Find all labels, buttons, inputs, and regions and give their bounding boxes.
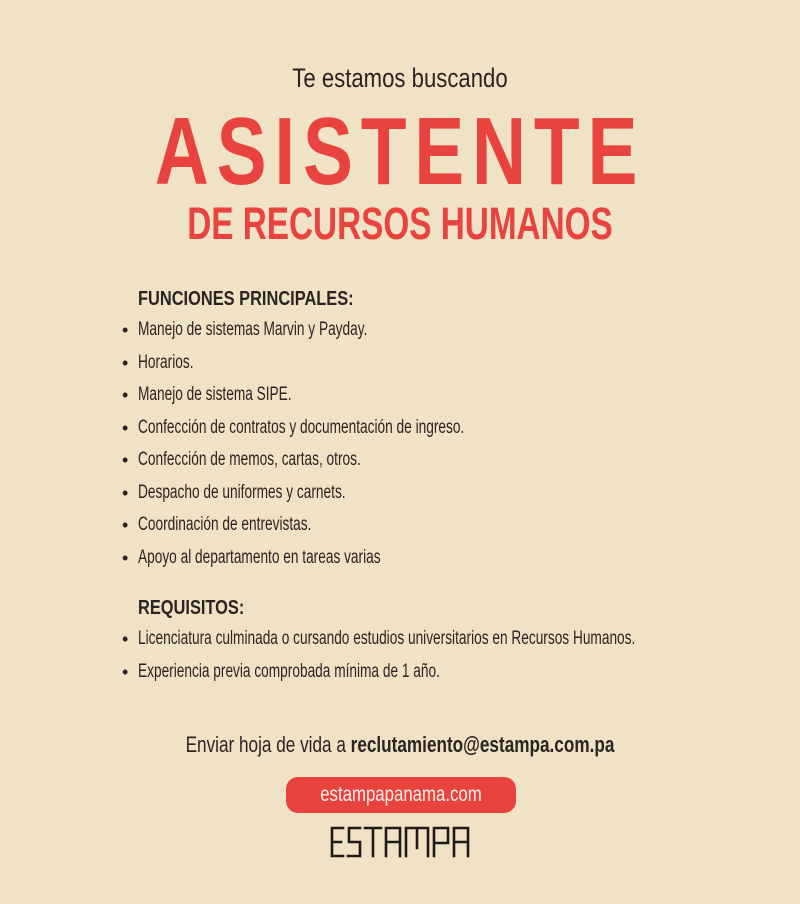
list-item <box>122 477 762 510</box>
bullet: • <box>122 385 129 405</box>
functions-title: FUNCIONES PRINCIPALES: <box>138 288 354 310</box>
list-item-text: Despacho de uniformes y carnets. <box>138 481 346 503</box>
list-item-text: Confección de contratos y documentación de ingreso. <box>138 416 465 438</box>
list-item-text: Licenciatura culminada o cursando estudios universitarios en Recursos Humanos. <box>138 628 636 649</box>
requirements-section <box>122 593 762 688</box>
list-item-text: Manejo de sistema SIPE. <box>138 384 292 405</box>
website-link-button[interactable] <box>286 777 516 813</box>
requirements-title: REQUISITOS: <box>138 597 245 619</box>
bullet: • <box>122 320 129 340</box>
website-label: estampapanama.com <box>320 783 482 806</box>
list-item <box>122 314 762 347</box>
list-item <box>122 656 762 689</box>
bullet: • <box>122 352 129 373</box>
functions-section <box>122 284 762 574</box>
list-item <box>122 542 762 575</box>
list-item-text: Horarios. <box>138 351 194 373</box>
bullet: • <box>122 515 129 535</box>
list-item-text: Confección de memos, cartas, otros. <box>138 449 361 470</box>
contact-prefix: Enviar hoja de vida a <box>185 732 351 757</box>
bullet: • <box>122 629 129 649</box>
list-item <box>122 444 762 477</box>
list-item <box>122 347 762 380</box>
list-item <box>122 623 762 656</box>
estampa-logo <box>330 818 472 862</box>
bullet: • <box>122 661 129 682</box>
bullet: • <box>122 482 129 503</box>
bullet: • <box>122 450 129 470</box>
estampa-logo-svg <box>330 818 472 862</box>
list-item <box>122 509 762 542</box>
job-subtitle: DE RECURSOS HUMANOS <box>187 198 613 249</box>
tagline: Te estamos buscando <box>292 63 508 93</box>
bullet: • <box>122 417 129 438</box>
job-title: ASISTENTE <box>154 98 646 205</box>
list-item <box>122 379 762 412</box>
contact-line <box>88 729 712 761</box>
bullet: • <box>122 547 129 568</box>
list-item-text: Apoyo al departamento en tareas varias <box>138 546 381 568</box>
contact-email-link[interactable]: reclutamiento@estampa.com.pa <box>350 732 615 757</box>
list-item-text: Coordinación de entrevistas. <box>138 514 312 535</box>
list-item-text: Experiencia previa comprobada mínima de 1 año. <box>138 660 440 682</box>
list-item-text: Manejo de sistemas Marvin y Payday. <box>138 319 368 340</box>
list-item <box>122 412 762 445</box>
